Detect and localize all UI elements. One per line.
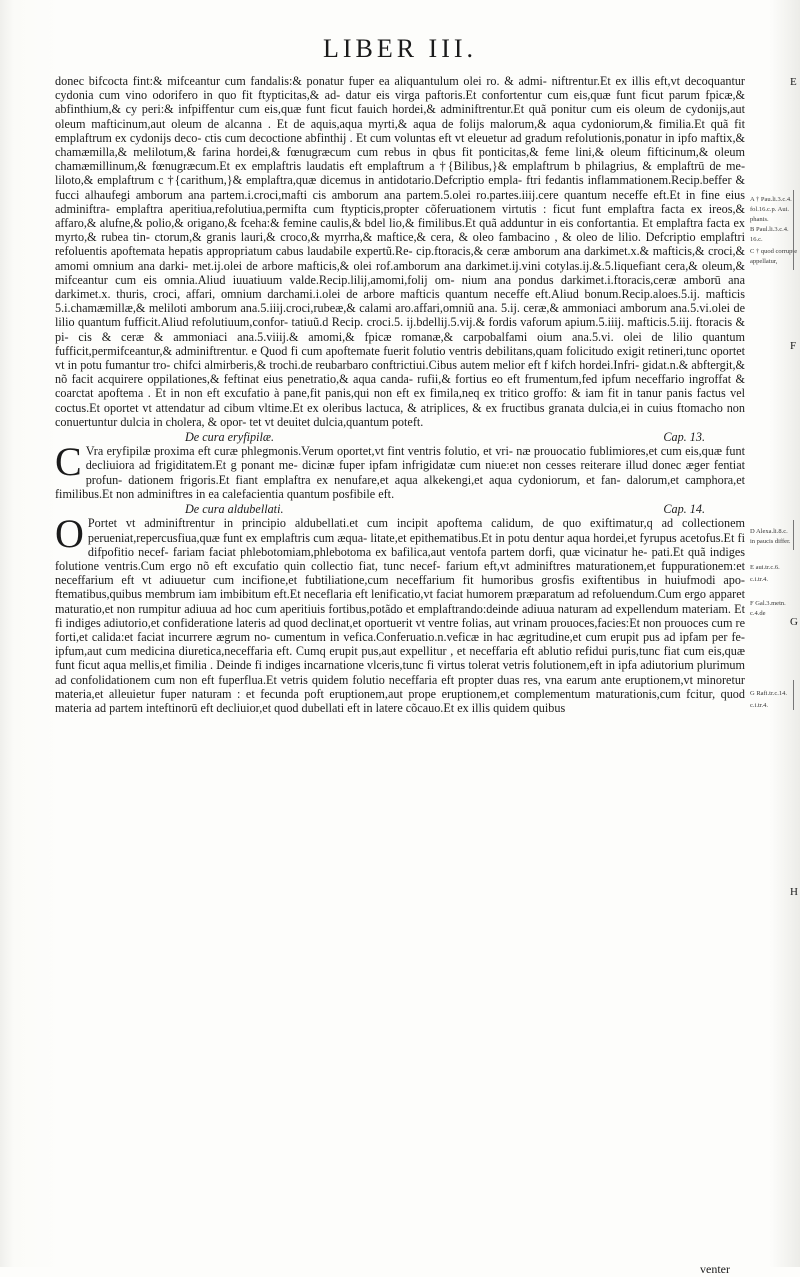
chapter-14-heading — [55, 502, 745, 516]
margin-note: c.i.tr.4. — [750, 576, 769, 583]
margin-note: fol.16.c.p. Aui. — [750, 206, 789, 213]
margin-note: B Paul.li.3.c.4. — [750, 226, 789, 233]
running-head: LIBER III. — [322, 34, 478, 63]
margin-note: appellatur, — [750, 258, 778, 265]
chapter-14-number: Cap. 14. — [663, 502, 705, 517]
section-letter-f: F — [790, 340, 797, 352]
margin-note: A † Pau.li.3.c.4. — [750, 196, 792, 203]
paragraph-cap-12: donec bifcocta fint:& mifceantur cum fandalis:& ponatur fuper ea aliquantulum olei ro. & admi- niftrentur.Et ex illis eft,vt decoquantur cydonia cum vino odorifero in quo fit ftypticitas,& ad- datur eis virga paftoris.Et confortentur cum eis,quæ funt ficut parum fpicæ,& abfinthium,& cy peri:& infpiffentur cum eis,quæ funt ficut fauich hordei,& adminiftrentur.Et quã ponitur cum eis oleum de cydonijs,aut oleum mafticinum,aut oleum de alcanna . Et de aquis,aqua myrti,& aqua de folijs malorum,& aqua cydoniorum,& fimilia.Et quã fit emplaftrum ex cydonijs deco- ctis cum decoctione abfinthij . Et cum voluntas eft vt eleuetur ad gradum refolutionis,ponatur in ipfo maftix,& chamæmilla,& melilotum,& farina hordei,& fœnugræcum cum rebus in qbus fit ponticitas,& feme lini,& oleum fifticinum,& oleum chamæmillinum,& fœnugræcum.Et ex emplaftris laudatis eft emplaftrum a †{Bilibus,}& emplaftrum b philagrius, & emplaftrū de me- liloto,& emplaftrum c †{carithum,}& emplaftra,quæ dicemus in antidotario.Defcriptio empla- ftri fedantis inflammationem.Recip.beffer & fucci alhaufegi amborum ana partem.i.croci,mafti cis amborum ana partem.5.olei ro.partes.iiij.cere quantum neceffe eft.Et in fine eius adminiftra- emplaftra aperitiua,refolutiua,permifta cum ftypticis,propter cõferuationem virtutis : ficut funt emplaftra facta ex ireos,& affaro,& alufne,& polio,& origano,& fceha:& femine caulis,& bdel lio,& fimilibus.Et quã adduntur in eis confortantia. Et emplaftra facta ex myrto,& rubea tin- ctorum,& granis lauri,& croco,& myrrha,& maftice,& cera, & oleo fambacino , & oleo de lilio. Defcriptio emplaftri refoluentis apoftemata hepatis appropriatum cabus laudabile expertũ.Re- cip.ftoracis,& ceræ amborum ana darkimet.x.& mafticis,& croci,& amomi omnium ana darki- met.ij.olei de arbore mafticis,& olei rof.amborum ana darkimet.ij.vini cotylas.ij.&.5.liquefiant cera,& oleum,& mifceantur cum eis omnia.Aliud iuuatiuum valde.Recip.lilij,amomi,folij om- nium ana pondus darkimet.i.ftoracis,ceræ amborū ana darkimet.x. thuris, croci, affari, omnium darchami.i.olei de arbore mafticis quantum neceffe eft.Aliud bonum.Recip.aloes.5.ij. mafticis 5.i.chamæmillæ,& meliloti amborum ana.5.iiij.croci,rubeæ,& calami aro.affari,omniũ ana. 5.ij. ceræ,& ammoniaci amborum ana.5.vi.olei de lilio quantum fufficit.Aliud refolutiuum,confor- tatiuũ.d Recip. croci.5. ij.bdellij.5.vij.& fordis vaforum apium.5.iiij. mafticis.5.iij. ftoracis & pi- cis & ceræ & ammoniaci ana.5.viiij.& amomi,& fpicæ romanæ,& carpobalfami oium ana.5.vi. olei de lilio quantum fufficit,permifceantur,& adminiftrentur. e Quod fi cum apoftemate fuerit folutio ventris debilitans,quam folicitudo exigit retineri,tunc oportet vt in potu fumantur tro- chifci almirberis,& trochi.de reubarbaro conftrictiui.Cibus autem melior eft f kifch hordei.Infri- gidat.n.& abftergit,& nõ facit acquirere oppilationes,& feftinat eius penetratio,& aqua canda- rufii,& fortius eo eft frumentum,fed ipfum neceffario ingroffat & coarctat apoftema . Et in non eft excufatio à pane,fit panis,qui non eft ex fimila,neq ex tritico groffo: & iam fit in tanur panis factus vel coctus.Et oportet vt attendatur ad cibum vltime.Et ex oleribus lactuca, & atriplices, & ex fructibus granata dulcia,ei in cuius ftomacho non conuertuntur dulcia in cholera, & opor- tet vt deuitet dulcia,quantum poteft. — [55, 74, 745, 429]
dropcap-c: C — [55, 439, 82, 485]
binding-edge-mark — [793, 680, 798, 710]
margin-note: 16.c. — [750, 236, 763, 243]
chapter-13-number: Cap. 13. — [663, 430, 705, 445]
margin-note: c.i.tr.4. — [750, 702, 769, 709]
catchword: venter — [700, 1262, 730, 1276]
margin-note: G Rafi.tr.c.14. — [750, 690, 788, 697]
chapter-14-text: Portet vt adminiftrentur in principio aldubellati.et cum incipit apoftema calidum, de quo exiftimatur,q ad collectionem perueniat,repercusfiua,quæ funt ex emplaftris cum æqua- litate,et epithematibus.Et in potu dentur aqua hordei,et fyrupus acetofus.Et fi difpofitio necef- fariam faciat phlebotomiam,phlebotoma ex bafilica,aut ventofa partem dorfi, quæ vicinatur he- pati.Et quã indiges folutione ventris.Cum ergo nõ eft excufatio quin collectio fiat, tunc necef- farium eft,vt adminiftres maturationem,et fuppurationem:et neceffarium eft vt adiuuetur cum incifione,et fubtiliatione,cum neceffarium fit humoribus grosfis exiftentibus in huiufmodi apo- ftematibus,quibus membrum iam imbibitum eft.Et neceflaria eft lenificatio,vt faciat humorem præparatum ad refoluendum.Cum ergo apparet maturatio,et non rumpitur adiuua ad hoc cum aperitiuis fortibus,potãdo et emplaftrando:deinde adiuua naturam ad expellendum materiam. Et fi indiges adiutorio,et confideratione lateris ad quod declinat,et oportuerit vt ventre folias, aut vrinam prouoces,facies:Et non prouoces cum re forti,et calida:et faciat incurrere ægrum no- cumentum in vefica.Conferuatio.n.veficæ in hac ægritudine,et cum erupit pus ad ipfam per fe- ipfum,aut cum medicina diuretica,neceffaria eft. Cumq erupit pus,aut expellitur , et neceffaria eft ablutio refidui puris,tunc fiat cum eis,quæ funt ficut aqua mellis,et fimilia . Deinde fi indiges incarnatione vlceris,tunc fi virtus tolerat vetris folutionem,eft in ipfa adiutorium plurimum ad confolidationem cum non eft fuperflua.Et vetris quidem folutio neceffaria eft propter duas res, vna earum ante eruptionem,vt minoretur materia,et alleuietur fuper naturam : et fecunda poft eruptionem,aut prope eruptionem,et complementum maturationis,cum fcitur, quod materia ad partem inteftinorū eft decliuior,et quod dubellati eft in latere cõcauo.Et ex illis quidem quibus — [55, 516, 745, 715]
section-letter-g: G — [790, 616, 798, 628]
chapter-13-heading — [55, 430, 745, 444]
margin-note: phanis. — [750, 216, 769, 223]
section-letter-e: E — [790, 76, 797, 88]
margin-note: in paucis differ. — [750, 538, 791, 545]
margin-note: c.4.de — [750, 610, 766, 617]
chapter-13-paragraph — [55, 439, 745, 501]
chapter-13-title: De cura eryfipilæ. — [185, 430, 275, 445]
chapter-14-paragraph — [55, 511, 745, 715]
binding-edge-mark — [793, 520, 798, 550]
margin-note: C † quod corrupte — [750, 248, 798, 255]
margin-note: F Gal.3.metn. — [750, 600, 786, 607]
binding-edge-mark — [793, 190, 798, 270]
section-letter-h: H — [790, 886, 798, 898]
text-column — [55, 74, 745, 715]
margin-note: D Alexa.li.8.c. — [750, 528, 788, 535]
margin-note: E aui.tr.c.6. — [750, 564, 780, 571]
chapter-14-title: De cura aldubellati. — [185, 502, 284, 517]
chapter-13-text: Vra eryfipilæ proxima eft curæ phlegmonis.Verum oportet,vt fint ventris folutio, et vri- næ prouocatio fublimiores,et cum eis,quæ funt decliuiora ad frigiditatem.Et g ponant me- dicinæ fuper ipfam infrigidatæ cum niue:et non cesses reiterare illud donec æger fentiat profun- dationem frigoris.Et fiant emplaftra ex nenufare,et aqua alkekengi,et aqua cydoniorum, et fan- dalorum,et camphora,et fimilibus.Et non adminiftres in ea calefacientia quantum posfibile eft. — [55, 444, 745, 501]
dropcap-o: O — [55, 511, 84, 557]
